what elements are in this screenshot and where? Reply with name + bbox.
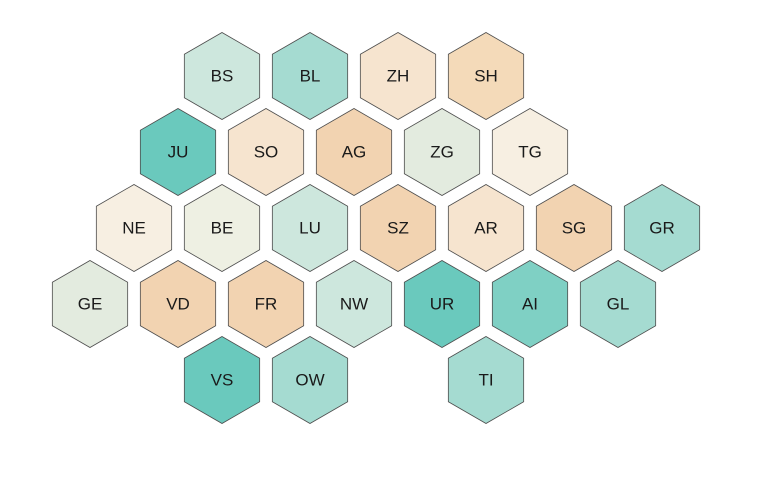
hex-label: AG (341, 142, 367, 162)
hex-tile-zg (404, 109, 479, 196)
hex-tile-ne (96, 185, 171, 272)
hex-label: BL (299, 66, 321, 86)
hex-tile-nw (316, 261, 391, 348)
hex-label: TI (478, 370, 494, 390)
hex-label: ZH (386, 66, 410, 86)
hex-label: AR (474, 218, 498, 238)
hex-tile-ju (140, 109, 215, 196)
hex-label: OW (295, 370, 325, 390)
hex-label: VS (210, 370, 234, 390)
hex-tile-vs (184, 337, 259, 424)
hex-tile-vd (140, 261, 215, 348)
hex-tile-ur (404, 261, 479, 348)
hex-label: TG (518, 142, 542, 162)
hex-label: NE (122, 218, 146, 238)
hex-label: VD (166, 294, 190, 314)
hex-tile-sg (536, 185, 611, 272)
hex-tile-so (228, 109, 303, 196)
hex-label: GE (77, 294, 103, 314)
hex-label: GR (649, 218, 675, 238)
hex-tile-bs (184, 33, 259, 120)
hex-label: SH (474, 66, 498, 86)
hex-tile-gl (580, 261, 655, 348)
hex-label: GL (606, 294, 630, 314)
hex-tile-bl (272, 33, 347, 120)
hex-label: BS (210, 66, 234, 86)
hex-label: LU (299, 218, 321, 238)
hex-tile-lu (272, 185, 347, 272)
hex-tile-ar (448, 185, 523, 272)
hex-tile-gr (624, 185, 699, 272)
hex-label: SO (253, 142, 279, 162)
hex-tile-fr (228, 261, 303, 348)
hex-label: ZG (430, 142, 454, 162)
hex-label: SG (561, 218, 587, 238)
hex-tile-ow (272, 337, 347, 424)
hex-tiles-group (52, 33, 699, 424)
hex-tile-ag (316, 109, 391, 196)
hex-label: JU (167, 142, 189, 162)
hex-tile-be (184, 185, 259, 272)
hex-label: NW (339, 294, 369, 314)
hex-label: SZ (387, 218, 409, 238)
hex-label: BE (210, 218, 234, 238)
hex-tile-zh (360, 33, 435, 120)
hex-tile-sh (448, 33, 523, 120)
hex-tile-ge (52, 261, 127, 348)
hex-label: AI (521, 294, 539, 314)
hex-tile-sz (360, 185, 435, 272)
hex-label: FR (254, 294, 278, 314)
hex-tile-tg (492, 109, 567, 196)
hex-tile-ai (492, 261, 567, 348)
hex-tile-ti (448, 337, 523, 424)
hex-label: UR (429, 294, 455, 314)
